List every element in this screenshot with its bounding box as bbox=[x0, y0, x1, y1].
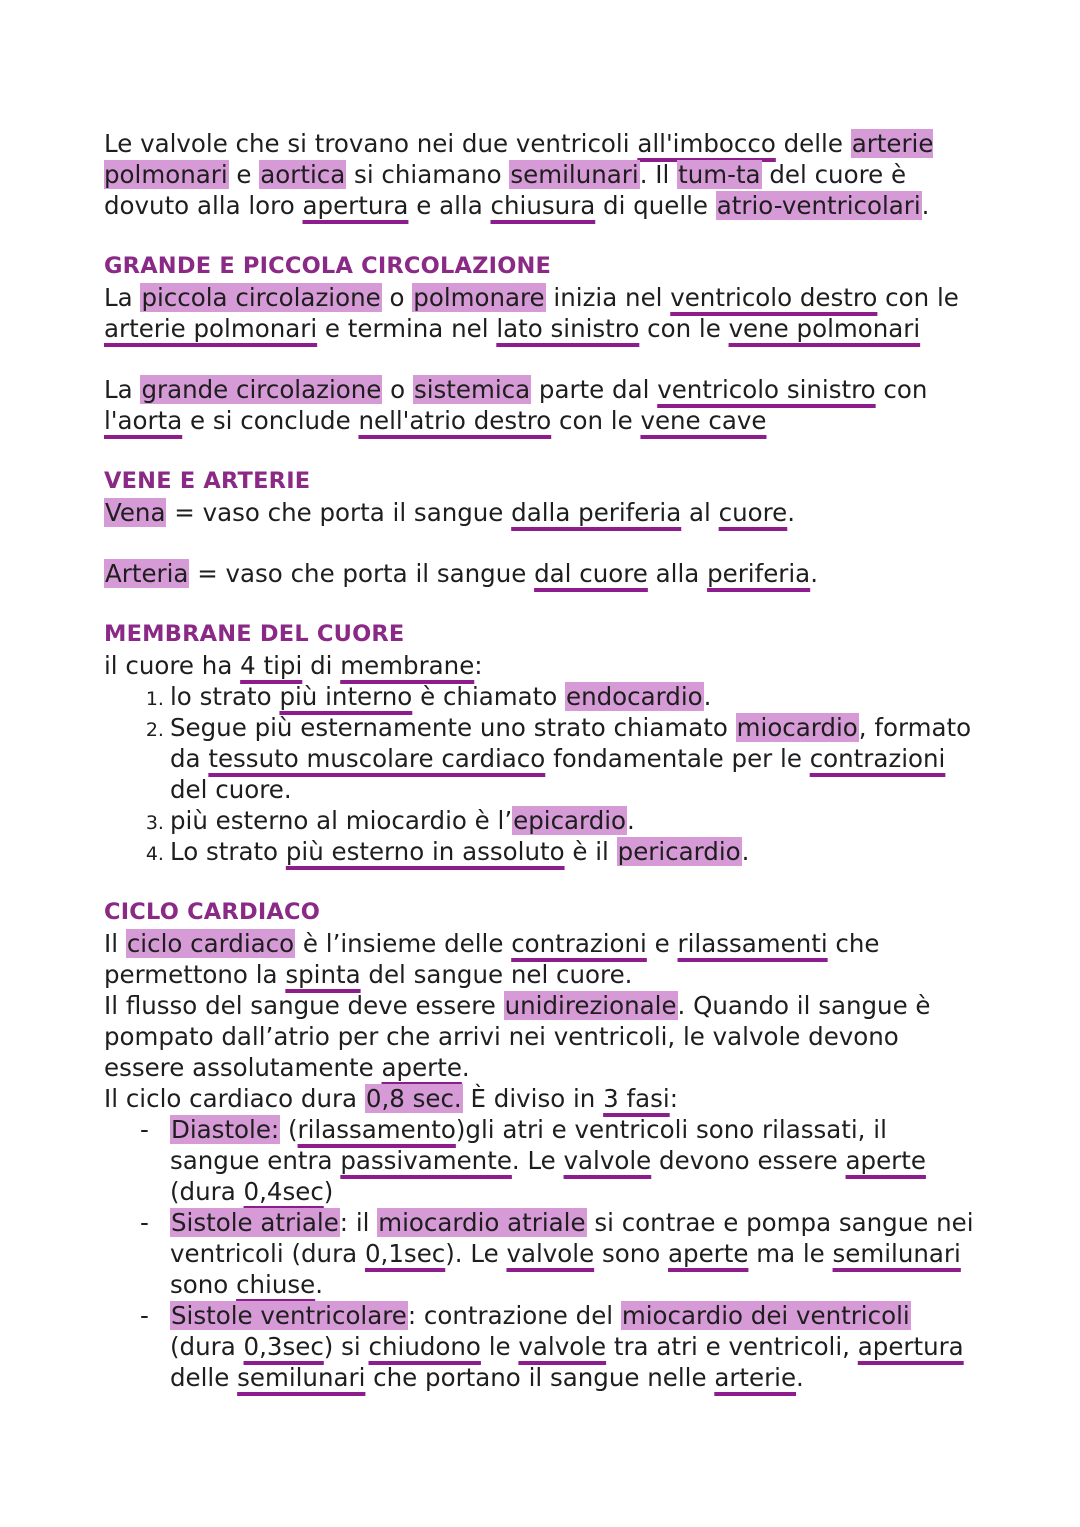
text: e termina nel bbox=[317, 314, 497, 343]
section-heading-vene-arterie: VENE E ARTERIE bbox=[104, 468, 311, 494]
underlined-term: periferia bbox=[707, 559, 811, 588]
underlined-term: più esterno in assoluto bbox=[285, 837, 565, 866]
text: , formato da bbox=[170, 713, 972, 773]
underlined-term: aperte bbox=[381, 1053, 462, 1082]
text: sono bbox=[594, 1239, 669, 1268]
highlighted-term: tum-ta bbox=[678, 160, 761, 189]
underlined-term: 0,1sec bbox=[364, 1239, 446, 1268]
text: . bbox=[796, 1363, 804, 1392]
highlighted-term: unidirezionale bbox=[504, 991, 677, 1020]
text: . bbox=[810, 559, 818, 588]
text: È diviso in bbox=[462, 1084, 604, 1113]
highlighted-term: sistemica bbox=[413, 375, 531, 404]
text: . Quando il sangue è pompato dall’atrio per che arrivi nei ventricoli, le valvole devono essere assolutamente bbox=[104, 991, 931, 1082]
underlined-term: 0,4sec bbox=[243, 1177, 324, 1206]
text: . bbox=[703, 682, 712, 711]
underlined-term: valvole bbox=[563, 1146, 652, 1175]
text: ) si bbox=[323, 1332, 369, 1361]
text: è l’insieme delle bbox=[295, 929, 512, 958]
underlined-term: spinta bbox=[285, 960, 361, 989]
underlined-term: rilassamento bbox=[297, 1115, 456, 1144]
intro-paragraph bbox=[104, 128, 984, 221]
highlighted-term: arterie polmonari bbox=[104, 129, 934, 189]
underlined-term: chiudono bbox=[368, 1332, 481, 1361]
ciclo-paragraph-2 bbox=[104, 990, 984, 1083]
highlighted-term: miocardio bbox=[736, 713, 858, 742]
highlighted-term: aortica bbox=[260, 160, 346, 189]
text: si chiamano bbox=[346, 160, 510, 189]
text: con le bbox=[639, 314, 729, 343]
text: alla bbox=[647, 559, 708, 588]
highlighted-term: endocardio bbox=[566, 682, 703, 711]
text: . Il bbox=[639, 160, 678, 189]
list-item bbox=[170, 805, 984, 836]
text: e bbox=[228, 160, 260, 189]
underlined-term: valvole bbox=[518, 1332, 607, 1361]
underlined-term: ventricolo destro bbox=[670, 283, 878, 312]
highlighted-term: Sistole atriale bbox=[171, 1208, 339, 1237]
text: Il flusso del sangue deve essere bbox=[104, 991, 504, 1020]
text: che permettono la bbox=[104, 929, 880, 989]
underlined-term: tessuto muscolare cardiaco bbox=[208, 744, 546, 773]
text: o bbox=[382, 375, 413, 404]
list-item bbox=[170, 712, 984, 805]
text: La bbox=[104, 375, 141, 404]
text: : il bbox=[339, 1208, 378, 1237]
membrane-list bbox=[104, 681, 984, 867]
text: che portano il sangue nelle bbox=[365, 1363, 715, 1392]
highlighted-term: epicardio bbox=[513, 806, 627, 835]
text: e bbox=[646, 929, 678, 958]
underlined-term: nell'atrio destro bbox=[358, 406, 552, 435]
underlined-term: apertura bbox=[857, 1332, 964, 1361]
highlighted-term: miocardio dei ventricoli bbox=[621, 1301, 910, 1330]
list-item bbox=[170, 1207, 984, 1300]
text: devono essere bbox=[651, 1146, 846, 1175]
underlined-term: all'imbocco bbox=[637, 129, 776, 158]
text: ) bbox=[323, 1177, 334, 1206]
text: ma le bbox=[748, 1239, 833, 1268]
underlined-term: chiuse bbox=[236, 1270, 316, 1299]
underlined-term: passivamente bbox=[340, 1146, 512, 1175]
text: Lo strato bbox=[170, 837, 286, 866]
text: è chiamato bbox=[412, 682, 566, 711]
text: è il bbox=[564, 837, 617, 866]
underlined-term: contrazioni bbox=[511, 929, 647, 958]
text: = vaso che porta il sangue bbox=[166, 498, 512, 527]
underlined-term: 4 tipi bbox=[240, 651, 303, 680]
text: parte dal bbox=[531, 375, 658, 404]
section-heading-circolazione: GRANDE E PICCOLA CIRCOLAZIONE bbox=[104, 253, 552, 279]
list-item bbox=[170, 681, 984, 712]
underlined-term: più interno bbox=[279, 682, 413, 711]
underlined-term: cuore bbox=[718, 498, 788, 527]
text: e si conclude bbox=[182, 406, 359, 435]
text: del sangue nel cuore. bbox=[360, 960, 633, 989]
grande-circolazione-paragraph bbox=[104, 374, 984, 436]
text: o bbox=[381, 283, 413, 312]
text: del cuore. bbox=[170, 775, 292, 804]
text: si contrae e pompa sangue nei ventricoli (dura bbox=[170, 1208, 974, 1268]
text: e alla bbox=[408, 191, 491, 220]
ciclo-paragraph-1 bbox=[104, 928, 984, 990]
list-item bbox=[170, 1300, 984, 1393]
underlined-term: apertura bbox=[302, 191, 409, 220]
text: il cuore ha bbox=[104, 651, 241, 680]
underlined-term: semilunari bbox=[832, 1239, 961, 1268]
text: Il bbox=[104, 929, 126, 958]
text: Segue più esternamente uno strato chiamato bbox=[170, 713, 736, 742]
text: = vaso che porta il sangue bbox=[189, 559, 535, 588]
text: )gli atri e ventricoli sono rilassati, il sangue entra bbox=[170, 1115, 887, 1175]
highlighted-term: piccola circolazione bbox=[141, 283, 381, 312]
text: . bbox=[921, 191, 930, 220]
list-item bbox=[170, 1114, 984, 1207]
vena-definition bbox=[104, 497, 984, 528]
text: inizia nel bbox=[545, 283, 671, 312]
piccola-circolazione-paragraph bbox=[104, 282, 984, 344]
underlined-term: contrazioni bbox=[809, 744, 946, 773]
text: con bbox=[875, 375, 928, 404]
text: : contrazione del bbox=[407, 1301, 621, 1330]
underlined-term: 3 fasi bbox=[603, 1084, 670, 1113]
highlighted-term: miocardio atriale bbox=[378, 1208, 586, 1237]
ciclo-paragraph-3 bbox=[104, 1083, 984, 1114]
list-item bbox=[170, 836, 984, 867]
text: di bbox=[302, 651, 341, 680]
arteria-definition bbox=[104, 558, 984, 589]
underlined-term: lato sinistro bbox=[496, 314, 640, 343]
text: lo strato bbox=[170, 682, 280, 711]
highlighted-term: atrio-ventricolari bbox=[716, 191, 921, 220]
underlined-term: semilunari bbox=[237, 1363, 366, 1392]
text: : bbox=[474, 651, 483, 680]
section-heading-membrane: MEMBRANE DEL CUORE bbox=[104, 621, 405, 647]
highlighted-term: Arteria bbox=[105, 559, 189, 588]
text: . bbox=[315, 1270, 324, 1299]
underlined-term: ventricolo sinistro bbox=[657, 375, 876, 404]
text: . bbox=[461, 1053, 470, 1082]
text: ). Le bbox=[445, 1239, 507, 1268]
underlined-term: valvole bbox=[506, 1239, 595, 1268]
text: La bbox=[104, 283, 141, 312]
underlined-term: chiusura bbox=[490, 191, 596, 220]
highlighted-term: grande circolazione bbox=[141, 375, 382, 404]
highlighted-term: pericardio bbox=[617, 837, 741, 866]
text: . bbox=[787, 498, 796, 527]
text: . Le bbox=[511, 1146, 564, 1175]
text: (dura bbox=[170, 1177, 244, 1206]
text: con le bbox=[551, 406, 641, 435]
membrane-intro bbox=[104, 650, 984, 681]
text: più esterno al miocardio è l’ bbox=[170, 806, 513, 835]
section-heading-ciclo: CICLO CARDIACO bbox=[104, 899, 321, 925]
underlined-term: arterie bbox=[714, 1363, 797, 1392]
highlighted-term: 0,8 sec. bbox=[365, 1084, 462, 1113]
underlined-term: aperte bbox=[845, 1146, 926, 1175]
text: . bbox=[741, 837, 750, 866]
fasi-list bbox=[104, 1114, 984, 1393]
underlined-term: vene cave bbox=[640, 406, 767, 435]
text: con le bbox=[877, 283, 959, 312]
text: del cuore è dovuto alla loro bbox=[104, 160, 907, 220]
underlined-term: aperte bbox=[668, 1239, 749, 1268]
text: ( bbox=[280, 1115, 298, 1144]
underlined-term: l'aorta bbox=[104, 406, 183, 435]
text: di quelle bbox=[595, 191, 716, 220]
highlighted-term: semilunari bbox=[510, 160, 639, 189]
text: Il ciclo cardiaco dura bbox=[104, 1084, 365, 1113]
text: le bbox=[480, 1332, 519, 1361]
note-page bbox=[104, 128, 984, 1393]
underlined-term: dalla periferia bbox=[511, 498, 682, 527]
highlighted-term: Sistole ventricolare bbox=[171, 1301, 407, 1330]
highlighted-term: Diastole: bbox=[171, 1115, 280, 1144]
text: Le valvole che si trovano nei due ventricoli bbox=[104, 129, 638, 158]
text: tra atri e ventricoli, bbox=[606, 1332, 858, 1361]
highlighted-term: ciclo cardiaco bbox=[126, 929, 295, 958]
underlined-term: arterie polmonari bbox=[104, 314, 318, 343]
text: sono bbox=[170, 1270, 237, 1299]
text: : bbox=[669, 1084, 678, 1113]
text: delle bbox=[775, 129, 851, 158]
text: delle bbox=[170, 1363, 238, 1392]
highlighted-term: Vena bbox=[105, 498, 166, 527]
text: al bbox=[681, 498, 719, 527]
highlighted-term: polmonare bbox=[413, 283, 545, 312]
text: (dura bbox=[170, 1332, 244, 1361]
underlined-term: rilassamenti bbox=[677, 929, 828, 958]
underlined-term: 0,3sec bbox=[243, 1332, 324, 1361]
underlined-term: vene polmonari bbox=[728, 314, 921, 343]
text: . bbox=[627, 806, 635, 835]
underlined-term: dal cuore bbox=[534, 559, 648, 588]
underlined-term: membrane bbox=[340, 651, 475, 680]
text: fondamentale per le bbox=[545, 744, 810, 773]
